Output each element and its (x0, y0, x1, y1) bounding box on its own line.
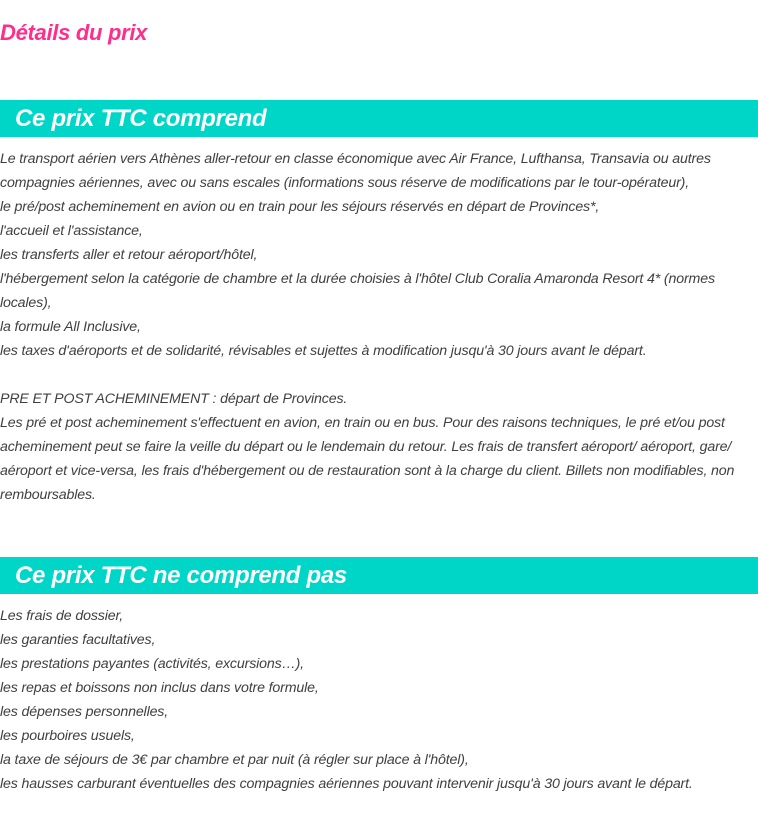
pre-post-title: PRE ET POST ACHEMINEMENT : départ de Provinces. (0, 391, 348, 407)
included-heading: Ce prix TTC comprend (15, 104, 267, 132)
included-list (0, 147, 758, 507)
included-section-header (0, 100, 758, 137)
pre-post-text: Les pré et post acheminement s'effectuent en avion, en train ou en bus. Pour des raisons techniques, le pré et/ou post acheminement peut se faire la veille du départ ou le lendemain du retour. Les frais de transfert aéroport/ aéroport, gare/ aéroport et vice-versa, les frais d'hébergement ou de restauration sont à la charge du client. Billets non modifiables, non remboursables. (0, 415, 735, 503)
paragraph-spacer (0, 363, 758, 387)
not-included-item: la taxe de séjours de 3€ par chambre et par nuit (à régler sur place à l'hôtel), (0, 752, 469, 768)
not-included-item: Les frais de dossier, (0, 608, 124, 624)
not-included-item: les repas et boissons non inclus dans votre formule, (0, 680, 319, 696)
not-included-heading: Ce prix TTC ne comprend pas (15, 561, 347, 589)
included-item: l'hébergement selon la catégorie de chambre et la durée choisies à l'hôtel Club Coralia Amaronda Resort 4* (normes locales), (0, 271, 715, 311)
not-included-item: les dépenses personnelles, (0, 704, 169, 720)
included-item: Le transport aérien vers Athènes aller-retour en classe économique avec Air France, Lufthansa, Transavia ou autres compagnies aériennes, avec ou sans escales (informations sous réserve de modifications par le tour-opérateur), (0, 151, 711, 191)
not-included-section-header (0, 557, 758, 594)
not-included-item: les pourboires usuels, (0, 728, 135, 744)
included-item: le pré/post acheminement en avion ou en train pour les séjours réservés en départ de Provinces*, (0, 199, 600, 215)
included-item: l'accueil et l'assistance, (0, 223, 143, 239)
page-title: Détails du prix (0, 20, 148, 45)
not-included-item: les prestations payantes (activités, excursions…), (0, 656, 304, 672)
included-item: les transferts aller et retour aéroport/hôtel, (0, 247, 258, 263)
not-included-item: les garanties facultatives, (0, 632, 156, 648)
not-included-item: les hausses carburant éventuelles des compagnies aériennes pouvant intervenir jusqu'à 30 jours avant le départ. (0, 776, 693, 792)
not-included-list (0, 604, 758, 796)
included-item: les taxes d'aéroports et de solidarité, révisables et sujettes à modification jusqu'à 30 jours avant le départ. (0, 343, 647, 359)
included-item: la formule All Inclusive, (0, 319, 141, 335)
